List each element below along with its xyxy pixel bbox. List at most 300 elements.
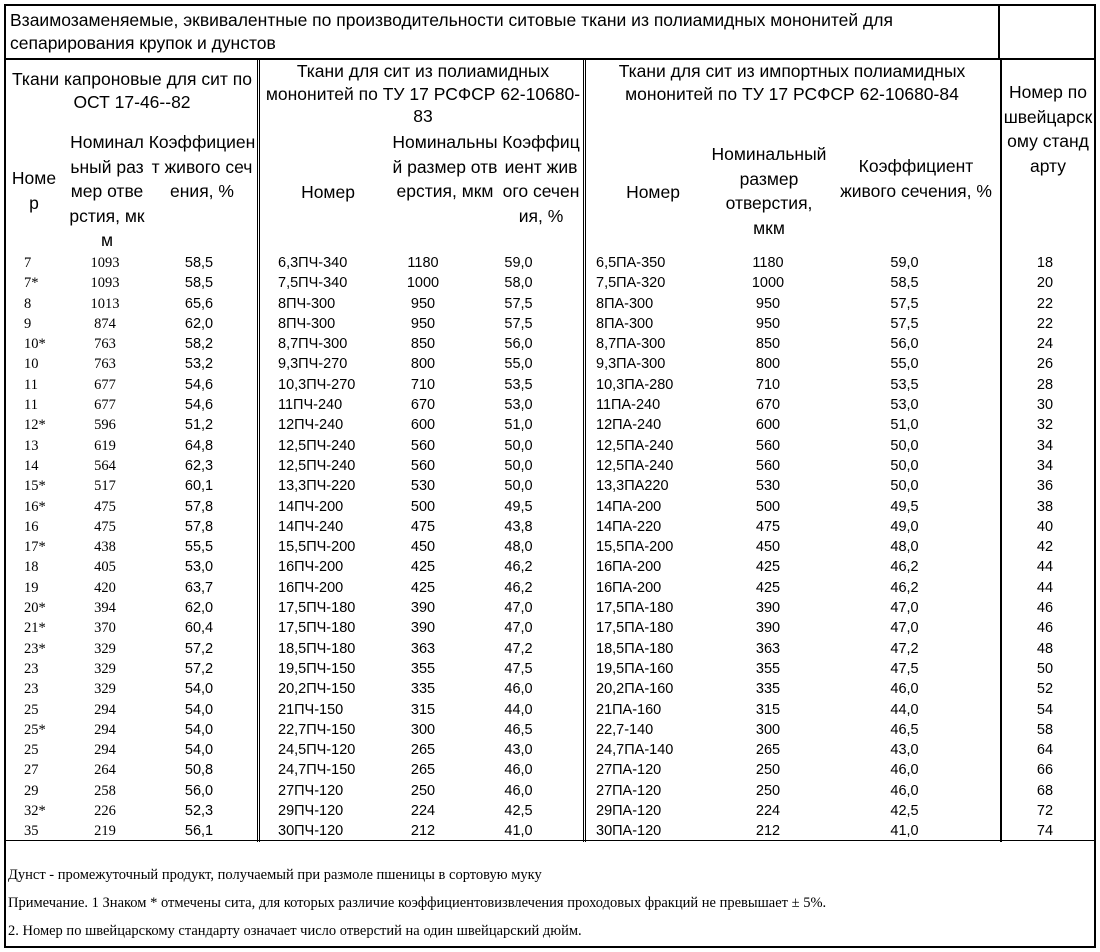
cell-tu83-coef: 46,5 xyxy=(504,721,533,738)
cell-swiss-number: 20 xyxy=(1036,275,1054,292)
cell-ost-number: 11 xyxy=(24,376,38,393)
table-row xyxy=(6,659,1094,679)
cell-ost-number: 18 xyxy=(24,559,39,576)
cell-tu83-coef: 46,0 xyxy=(504,762,533,779)
cell-tu84-number: 14ПА-220 xyxy=(596,518,662,535)
cell-swiss-number: 66 xyxy=(1036,762,1054,779)
cell-swiss-number: 54 xyxy=(1036,701,1054,718)
cell-tu84-size: 425 xyxy=(755,559,781,576)
table-title: Взаимозаменяемые, эквивалентные по производительности ситовые ткани из полиамидных мононитей для сепарирования крупок и дунстов xyxy=(6,6,1000,60)
cell-tu83-coef: 50,0 xyxy=(504,478,533,495)
cell-tu84-coef: 50,0 xyxy=(890,437,919,454)
table-row xyxy=(6,740,1094,760)
table-row xyxy=(6,294,1094,314)
cell-ost-coef: 52,3 xyxy=(184,803,214,820)
cell-swiss-number: 38 xyxy=(1036,498,1054,515)
cell-swiss-number: 24 xyxy=(1036,336,1054,353)
cell-tu84-coef: 57,5 xyxy=(890,315,919,332)
cell-tu83-size: 475 xyxy=(410,518,436,535)
cell-ost-coef: 65,6 xyxy=(184,295,214,312)
cell-tu84-number: 12,5ПА-240 xyxy=(596,437,674,454)
cell-tu83-coef: 49,5 xyxy=(504,498,533,515)
cell-ost-number: 12* xyxy=(24,417,46,434)
cell-tu83-number: 14ПЧ-200 xyxy=(278,498,344,515)
cell-ost-size: 329 xyxy=(94,640,116,657)
table-row xyxy=(6,578,1094,598)
cell-ost-size: 394 xyxy=(94,600,116,617)
cell-ost-coef: 57,8 xyxy=(184,498,214,515)
cell-tu83-size: 530 xyxy=(410,478,436,495)
cell-tu83-size: 670 xyxy=(410,397,436,414)
cell-ost-coef: 58,5 xyxy=(184,275,214,292)
cell-tu83-coef: 51,0 xyxy=(504,417,533,434)
cell-tu84-size: 850 xyxy=(755,336,781,353)
group-header-tu-83: Ткани для сит из полиамидных мононитей по ТУ 17 РСФСР 62-10680-83 xyxy=(265,61,581,126)
cell-tu83-size: 560 xyxy=(410,457,436,474)
cell-tu83-size: 600 xyxy=(410,417,436,434)
table-row xyxy=(6,415,1094,435)
cell-tu83-size: 224 xyxy=(410,803,436,820)
cell-ost-size: 475 xyxy=(94,498,116,515)
table-row xyxy=(6,517,1094,537)
subheader-tu83-size: Номинальный размер отверстия, мкм xyxy=(392,132,498,201)
cell-tu84-coef: 46,0 xyxy=(890,681,919,698)
table-row xyxy=(6,760,1094,780)
cell-ost-coef: 55,5 xyxy=(184,539,214,556)
cell-tu83-size: 450 xyxy=(410,539,436,556)
cell-tu84-number: 12,5ПА-240 xyxy=(596,457,674,474)
subheader-ost-size: Номинальный размер отверстия, мкм xyxy=(69,132,145,250)
cell-tu84-size: 390 xyxy=(755,620,781,637)
cell-tu84-size: 950 xyxy=(755,295,781,312)
cell-tu84-coef: 42,5 xyxy=(890,803,919,820)
cell-tu83-size: 1180 xyxy=(407,255,439,271)
cell-tu84-number: 24,7ПА-140 xyxy=(596,742,674,759)
table-row xyxy=(6,334,1094,354)
cell-tu84-number: 22,7-140 xyxy=(596,721,654,738)
note-1: Примечание. 1 Знаком * отмечены сита, для которых различие коэффициентовизвлечения проходовых фракций не превышает ± 5%. xyxy=(8,895,827,911)
group-header-tu-84: Ткани для сит из импортных полиамидных мононитей по ТУ 17 РСФСР 62-10680-84 xyxy=(618,61,966,104)
cell-tu84-number: 16ПА-200 xyxy=(596,579,662,596)
cell-tu83-number: 20,2ПЧ-150 xyxy=(278,681,356,698)
cell-tu84-coef: 46,5 xyxy=(890,721,919,738)
cell-tu84-size: 530 xyxy=(755,478,781,495)
cell-ost-number: 14 xyxy=(24,457,39,474)
table-row xyxy=(6,781,1094,801)
cell-ost-coef: 51,2 xyxy=(184,417,214,434)
cell-ost-number: 9 xyxy=(24,315,32,332)
cell-tu83-coef: 53,0 xyxy=(504,397,533,414)
cell-ost-number: 21* xyxy=(24,620,46,637)
cell-tu83-coef: 53,5 xyxy=(504,376,533,393)
cell-tu83-number: 21ПЧ-150 xyxy=(278,701,344,718)
cell-tu84-size: 1000 xyxy=(751,275,785,292)
cell-tu84-number: 14ПА-200 xyxy=(596,498,662,515)
cell-ost-size: 329 xyxy=(94,660,116,677)
cell-tu84-size: 265 xyxy=(755,742,781,759)
cell-tu84-coef: 49,5 xyxy=(890,498,919,515)
cell-ost-size: 294 xyxy=(94,701,116,718)
cell-tu83-coef: 57,5 xyxy=(504,315,533,332)
table-row xyxy=(6,598,1094,618)
cell-swiss-number: 30 xyxy=(1036,397,1054,414)
cell-ost-size: 596 xyxy=(94,417,116,434)
cell-swiss-number: 22 xyxy=(1036,315,1054,332)
cell-ost-coef: 60,4 xyxy=(184,620,214,637)
table-row xyxy=(6,314,1094,334)
cell-tu84-coef: 55,0 xyxy=(890,356,919,373)
table-row xyxy=(6,354,1094,374)
cell-tu83-size: 212 xyxy=(410,823,436,840)
cell-tu83-coef: 47,0 xyxy=(504,620,533,637)
cell-tu84-number: 13,3ПА220 xyxy=(596,478,669,495)
subheader-tu83-coef: Коэффициент живого сечения, % xyxy=(502,132,580,226)
cell-tu83-number: 19,5ПЧ-150 xyxy=(278,660,356,677)
cell-ost-size: 294 xyxy=(94,721,116,738)
cell-tu83-coef: 42,5 xyxy=(504,803,533,820)
table-row xyxy=(6,537,1094,557)
cell-ost-coef: 54,6 xyxy=(184,376,214,393)
table-row xyxy=(6,497,1094,517)
cell-tu83-coef: 41,0 xyxy=(504,823,533,840)
cell-tu83-coef: 46,0 xyxy=(504,782,533,799)
cell-tu84-number: 11ПА-240 xyxy=(596,397,661,414)
cell-tu83-number: 22,7ПЧ-150 xyxy=(278,721,356,738)
cell-swiss-number: 58 xyxy=(1036,721,1054,738)
cell-ost-number: 27 xyxy=(24,762,39,779)
cell-tu83-number: 12,5ПЧ-240 xyxy=(278,457,356,474)
cell-ost-number: 16* xyxy=(24,498,46,515)
cell-tu83-coef: 47,2 xyxy=(504,640,533,657)
cell-tu83-size: 560 xyxy=(410,437,436,454)
cell-tu83-size: 315 xyxy=(410,701,436,718)
cell-ost-coef: 54,6 xyxy=(184,397,214,414)
cell-tu83-coef: 57,5 xyxy=(504,295,533,312)
cell-ost-size: 264 xyxy=(94,762,116,779)
cell-tu83-number: 16ПЧ-200 xyxy=(278,579,344,596)
cell-swiss-number: 18 xyxy=(1036,255,1054,271)
cell-tu83-size: 500 xyxy=(410,498,436,515)
group-header-swiss: Номер по швейцарскому стандарту xyxy=(1003,82,1093,176)
cell-tu84-coef: 46,0 xyxy=(890,762,919,779)
table-frame xyxy=(4,4,1096,948)
cell-tu84-number: 17,5ПА-180 xyxy=(596,600,674,617)
cell-tu84-number: 6,5ПА-350 xyxy=(596,255,666,271)
cell-tu83-coef: 43,8 xyxy=(504,518,533,535)
table-row xyxy=(6,679,1094,699)
table-row xyxy=(6,375,1094,395)
cell-tu83-number: 11ПЧ-240 xyxy=(278,397,343,414)
cell-tu84-number: 17,5ПА-180 xyxy=(596,620,674,637)
cell-swiss-number: 46 xyxy=(1036,620,1054,637)
cell-tu84-coef: 53,0 xyxy=(890,397,919,414)
cell-ost-size: 438 xyxy=(94,539,116,556)
cell-tu83-size: 265 xyxy=(410,762,436,779)
cell-ost-size: 329 xyxy=(94,681,116,698)
cell-ost-coef: 63,7 xyxy=(184,579,214,596)
cell-ost-size: 763 xyxy=(94,356,116,373)
table-row xyxy=(6,273,1094,293)
cell-tu84-coef: 49,0 xyxy=(890,518,919,535)
cell-tu83-size: 950 xyxy=(410,315,436,332)
cell-tu84-number: 16ПА-200 xyxy=(596,559,662,576)
cell-ost-size: 475 xyxy=(94,518,116,535)
cell-swiss-number: 34 xyxy=(1036,437,1054,454)
table-row xyxy=(6,557,1094,577)
cell-tu84-size: 600 xyxy=(755,417,781,434)
cell-tu83-number: 27ПЧ-120 xyxy=(278,782,344,799)
cell-tu84-coef: 46,2 xyxy=(890,559,919,576)
cell-ost-size: 677 xyxy=(94,397,116,414)
cell-tu84-size: 250 xyxy=(755,782,781,799)
cell-tu84-size: 560 xyxy=(755,457,781,474)
cell-tu84-number: 12ПА-240 xyxy=(596,417,662,434)
cell-tu83-number: 6,3ПЧ-340 xyxy=(278,255,348,271)
group-header-ost: Ткани капроновые для сит по ОСТ 17-46--82 xyxy=(12,69,252,112)
cell-tu83-coef: 58,0 xyxy=(504,275,533,292)
table-row xyxy=(6,821,1094,841)
cell-tu84-coef: 50,0 xyxy=(890,457,919,474)
cell-tu83-coef: 46,2 xyxy=(504,559,533,576)
cell-tu83-coef: 47,5 xyxy=(504,660,533,677)
cell-swiss-number: 48 xyxy=(1036,640,1054,657)
cell-swiss-number: 34 xyxy=(1036,457,1054,474)
cell-ost-number: 29 xyxy=(24,782,39,799)
cell-tu84-coef: 48,0 xyxy=(890,539,919,556)
cell-swiss-number: 40 xyxy=(1036,518,1054,535)
cell-tu84-size: 950 xyxy=(755,315,781,332)
cell-tu83-size: 390 xyxy=(410,620,436,637)
cell-tu84-size: 560 xyxy=(755,437,781,454)
cell-tu83-number: 17,5ПЧ-180 xyxy=(278,600,356,617)
cell-tu84-number: 8,7ПА-300 xyxy=(596,336,666,353)
cell-tu83-number: 17,5ПЧ-180 xyxy=(278,620,356,637)
table-row xyxy=(6,456,1094,476)
subheader-ost-number: Номер xyxy=(11,168,57,213)
cell-ost-coef: 57,8 xyxy=(184,518,214,535)
cell-tu84-number: 27ПА-120 xyxy=(596,782,662,799)
notes-block xyxy=(8,864,1088,948)
cell-ost-size: 1093 xyxy=(90,275,120,292)
cell-tu84-size: 250 xyxy=(755,762,781,779)
cell-tu83-coef: 48,0 xyxy=(504,539,533,556)
cell-ost-size: 258 xyxy=(94,782,116,799)
title-right-cell xyxy=(1000,6,1094,60)
cell-tu84-number: 9,3ПА-300 xyxy=(596,356,666,373)
cell-tu83-number: 10,3ПЧ-270 xyxy=(278,376,356,393)
cell-ost-size: 1013 xyxy=(90,295,120,312)
cell-tu83-number: 8ПЧ-300 xyxy=(278,295,336,312)
cell-swiss-number: 64 xyxy=(1036,742,1054,759)
cell-tu83-number: 12,5ПЧ-240 xyxy=(278,437,356,454)
cell-ost-coef: 57,2 xyxy=(184,640,214,657)
cell-tu83-size: 390 xyxy=(410,600,436,617)
cell-ost-number: 25 xyxy=(24,742,39,759)
cell-tu83-number: 29ПЧ-120 xyxy=(278,803,344,820)
cell-tu83-number: 12ПЧ-240 xyxy=(278,417,344,434)
cell-tu83-number: 15,5ПЧ-200 xyxy=(278,539,356,556)
cell-ost-number: 35 xyxy=(24,823,39,840)
cell-ost-coef: 62,3 xyxy=(184,457,214,474)
cell-tu84-number: 27ПА-120 xyxy=(596,762,662,779)
cell-tu84-size: 355 xyxy=(755,660,781,677)
cell-tu83-size: 265 xyxy=(410,742,436,759)
cell-ost-coef: 53,2 xyxy=(184,356,214,373)
cell-tu83-number: 16ПЧ-200 xyxy=(278,559,344,576)
cell-tu84-number: 10,3ПА-280 xyxy=(596,376,674,393)
cell-ost-size: 219 xyxy=(94,823,116,840)
cell-ost-size: 874 xyxy=(94,315,116,332)
table-row xyxy=(6,700,1094,720)
cell-ost-coef: 56,0 xyxy=(184,782,214,799)
cell-tu84-size: 475 xyxy=(755,518,781,535)
cell-tu83-size: 363 xyxy=(410,640,436,657)
cell-tu84-number: 7,5ПА-320 xyxy=(596,275,666,292)
cell-tu83-number: 30ПЧ-120 xyxy=(278,823,344,840)
cell-ost-coef: 57,2 xyxy=(184,660,214,677)
cell-tu83-size: 850 xyxy=(410,336,436,353)
cell-ost-number: 19 xyxy=(24,579,39,596)
cell-swiss-number: 74 xyxy=(1036,823,1054,840)
cell-tu84-size: 390 xyxy=(755,600,781,617)
cell-swiss-number: 46 xyxy=(1036,600,1054,617)
cell-ost-coef: 54,0 xyxy=(184,721,214,738)
cell-swiss-number: 72 xyxy=(1036,803,1054,820)
cell-tu83-number: 24,5ПЧ-120 xyxy=(278,742,356,759)
cell-tu83-number: 8,7ПЧ-300 xyxy=(278,336,348,353)
cell-tu84-number: 20,2ПА-160 xyxy=(596,681,674,698)
cell-tu83-size: 950 xyxy=(410,295,436,312)
cell-ost-size: 763 xyxy=(94,336,116,353)
cell-ost-size: 420 xyxy=(94,579,116,596)
cell-swiss-number: 42 xyxy=(1036,539,1054,556)
cell-tu84-size: 335 xyxy=(755,681,781,698)
subheader-tu84-size: Номинальный размер отверстия, мкм xyxy=(711,144,827,238)
cell-tu84-coef: 47,5 xyxy=(890,660,919,677)
cell-tu84-number: 19,5ПА-160 xyxy=(596,660,674,677)
cell-tu83-number: 7,5ПЧ-340 xyxy=(278,275,348,292)
cell-swiss-number: 44 xyxy=(1036,579,1054,596)
cell-ost-number: 7 xyxy=(24,255,32,271)
cell-tu84-coef: 46,0 xyxy=(890,782,919,799)
cell-ost-coef: 62,0 xyxy=(184,600,214,617)
cell-ost-coef: 58,2 xyxy=(184,336,214,353)
cell-ost-number: 10* xyxy=(24,336,46,353)
cell-swiss-number: 36 xyxy=(1036,478,1054,495)
cell-tu84-number: 8ПА-300 xyxy=(596,295,654,312)
cell-tu84-coef: 58,5 xyxy=(890,275,919,292)
cell-ost-coef: 54,0 xyxy=(184,742,214,759)
cell-ost-number: 7* xyxy=(24,275,39,292)
note-dunst: Дунст - промежуточный продукт, получаемый при размоле пшеницы в сортовую муку xyxy=(8,867,542,883)
cell-tu84-size: 710 xyxy=(755,376,781,393)
table-row xyxy=(6,476,1094,496)
cell-swiss-number: 28 xyxy=(1036,376,1054,393)
cell-ost-number: 15* xyxy=(24,478,46,495)
cell-tu84-coef: 47,2 xyxy=(890,640,919,657)
cell-tu83-coef: 56,0 xyxy=(504,336,533,353)
cell-ost-number: 13 xyxy=(24,437,39,454)
cell-tu84-size: 670 xyxy=(755,397,781,414)
cell-ost-coef: 62,0 xyxy=(184,315,214,332)
cell-tu84-size: 224 xyxy=(755,803,781,820)
cell-tu84-coef: 51,0 xyxy=(890,417,919,434)
cell-ost-number: 23 xyxy=(24,681,39,698)
cell-tu83-coef: 46,0 xyxy=(504,681,533,698)
cell-tu84-size: 500 xyxy=(755,498,781,515)
cell-ost-coef: 64,8 xyxy=(184,437,214,454)
cell-ost-coef: 60,1 xyxy=(184,478,214,495)
cell-ost-size: 619 xyxy=(94,437,116,454)
cell-ost-size: 677 xyxy=(94,376,116,393)
note-2: 2. Номер по швейцарскому стандарту означает число отверстий на один швейцарский дюйм. xyxy=(8,923,582,939)
cell-ost-number: 32* xyxy=(24,803,46,820)
cell-ost-size: 294 xyxy=(94,742,116,759)
subheader-tu83-number: Номер xyxy=(301,182,355,202)
cell-tu84-coef: 47,0 xyxy=(890,600,919,617)
cell-swiss-number: 50 xyxy=(1036,660,1054,677)
cell-ost-size: 1093 xyxy=(90,255,120,271)
cell-ost-number: 25* xyxy=(24,721,46,738)
cell-ost-size: 564 xyxy=(94,457,116,474)
cell-ost-size: 226 xyxy=(94,803,116,820)
cell-tu84-size: 300 xyxy=(755,721,781,738)
cell-tu84-size: 212 xyxy=(755,823,781,840)
subheader-ost-coef: Коэффициент живого сечения, % xyxy=(148,132,256,201)
cell-tu83-number: 18,5ПЧ-180 xyxy=(278,640,356,657)
cell-tu83-size: 300 xyxy=(410,721,436,738)
cell-ost-size: 370 xyxy=(94,620,116,637)
cell-ost-coef: 54,0 xyxy=(184,701,214,718)
table-row xyxy=(6,436,1094,456)
sieve-table xyxy=(6,253,1094,842)
cell-tu83-coef: 46,2 xyxy=(504,579,533,596)
table-row xyxy=(6,395,1094,415)
table-row xyxy=(6,639,1094,659)
cell-tu83-coef: 55,0 xyxy=(504,356,533,373)
cell-ost-number: 23* xyxy=(24,640,46,657)
cell-ost-coef: 58,5 xyxy=(184,255,214,271)
cell-tu83-size: 335 xyxy=(410,681,436,698)
cell-tu83-number: 8ПЧ-300 xyxy=(278,315,336,332)
cell-tu84-size: 800 xyxy=(755,356,781,373)
cell-tu84-coef: 47,0 xyxy=(890,620,919,637)
cell-tu84-size: 1180 xyxy=(752,255,784,271)
cell-tu84-coef: 44,0 xyxy=(890,701,919,718)
cell-tu83-coef: 47,0 xyxy=(504,600,533,617)
table-row xyxy=(6,618,1094,638)
cell-ost-number: 25 xyxy=(24,701,39,718)
cell-tu84-size: 425 xyxy=(755,579,781,596)
cell-swiss-number: 32 xyxy=(1036,417,1054,434)
cell-tu84-size: 315 xyxy=(755,701,781,718)
cell-tu84-number: 30ПА-120 xyxy=(596,823,662,840)
cell-tu83-size: 425 xyxy=(410,579,436,596)
cell-ost-coef: 53,0 xyxy=(184,559,214,576)
cell-ost-coef: 50,8 xyxy=(184,762,214,779)
cell-swiss-number: 52 xyxy=(1036,681,1054,698)
table-row xyxy=(6,720,1094,740)
cell-ost-number: 23 xyxy=(24,660,39,677)
cell-tu84-number: 29ПА-120 xyxy=(596,803,662,820)
cell-tu84-coef: 56,0 xyxy=(890,336,919,353)
cell-ost-number: 11 xyxy=(24,397,38,414)
cell-tu83-size: 800 xyxy=(410,356,436,373)
cell-tu84-number: 18,5ПА-180 xyxy=(596,640,674,657)
cell-tu84-coef: 53,5 xyxy=(890,376,919,393)
cell-ost-coef: 56,1 xyxy=(184,823,214,840)
cell-tu83-size: 425 xyxy=(410,559,436,576)
